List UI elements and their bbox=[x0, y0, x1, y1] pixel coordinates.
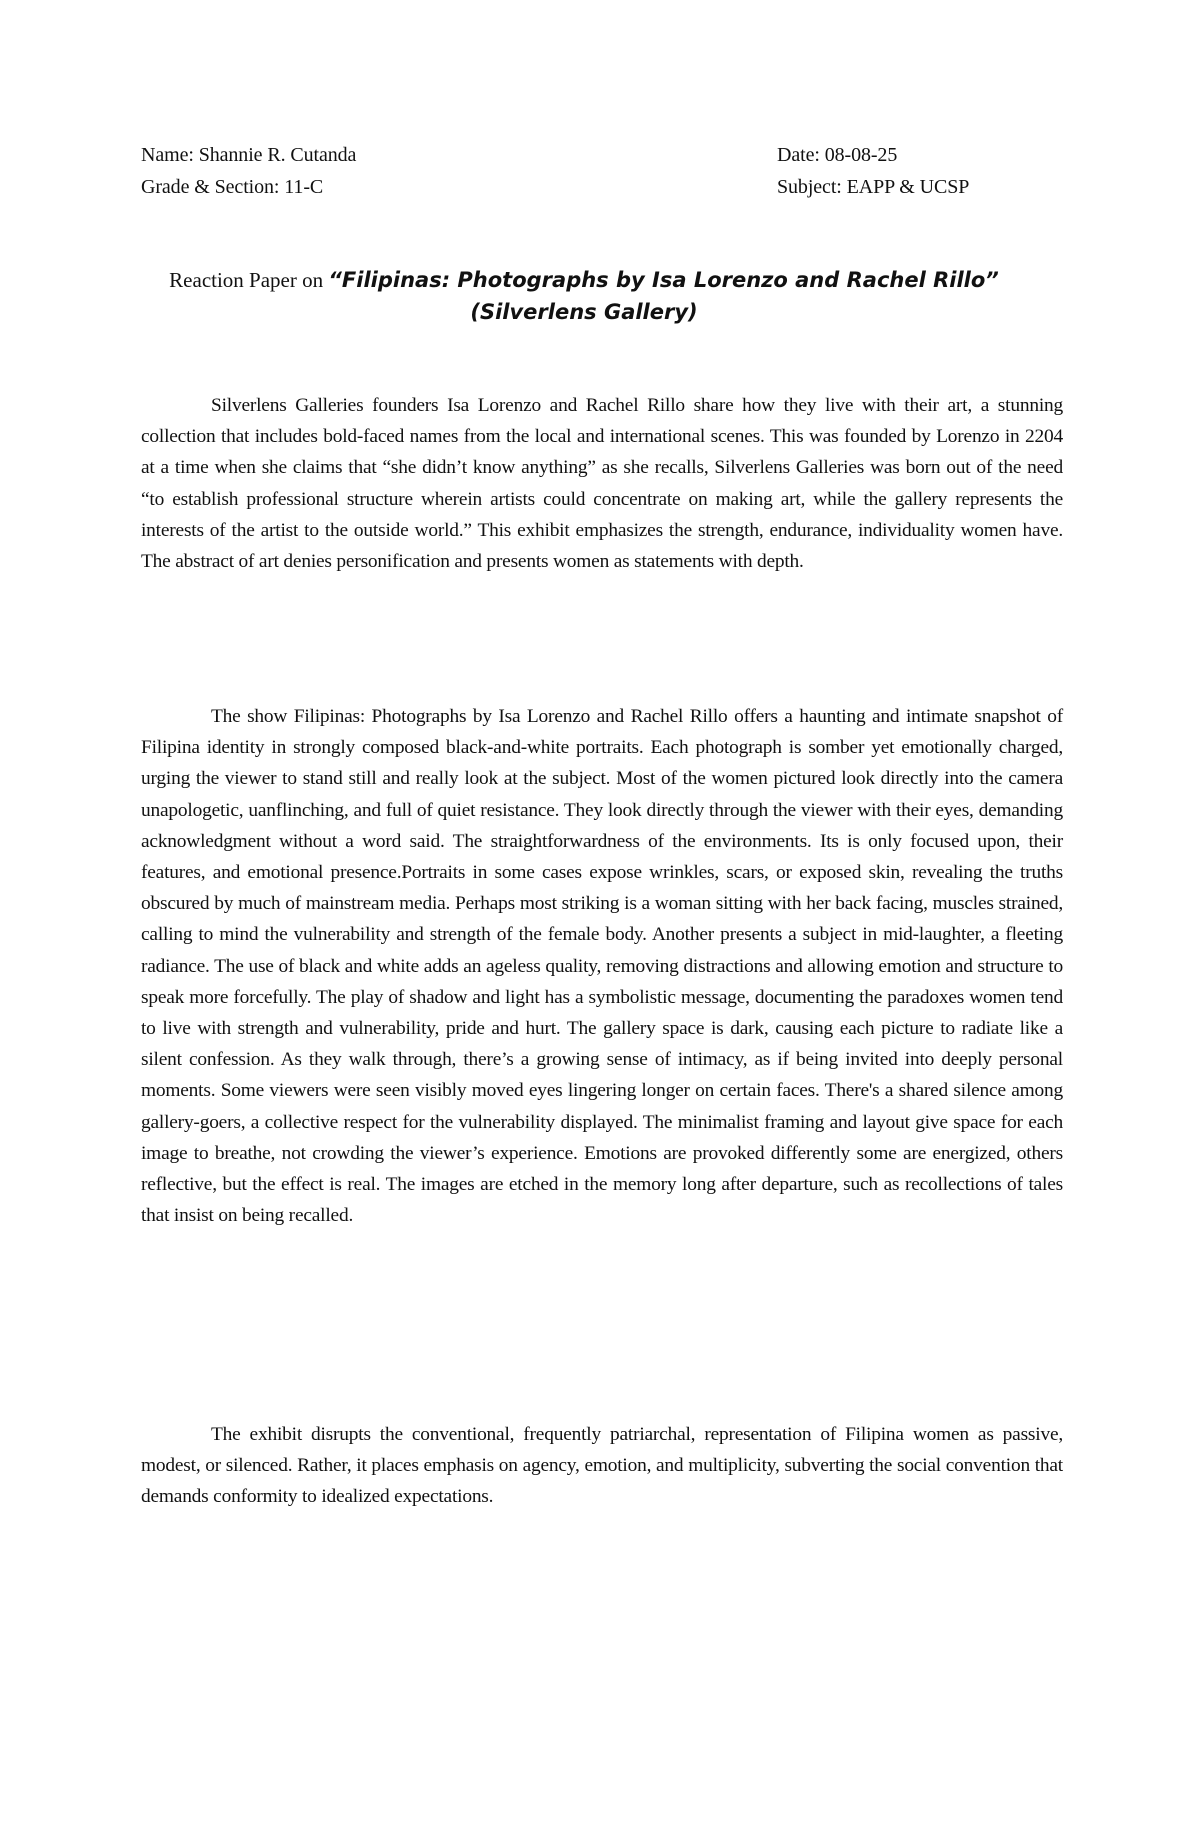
student-name: Name: Shannie R. Cutanda bbox=[141, 144, 357, 166]
paper-date: Date: 08-08-25 bbox=[777, 144, 898, 166]
grade-section: Grade & Section: 11-C bbox=[141, 176, 324, 198]
title-prefix: Reaction Paper on bbox=[169, 268, 329, 292]
paragraph-2: The show Filipinas: Photographs by Isa Lorenzo and Rachel Rillo offers a haunting and intimate snapshot of Filipina identity in strongly composed black-and-white portraits. Each photograph is somber yet emotionally charged, urging the viewer to stand still and really look at the subject. Most of the women pictured look directly into the camera unapologetic, uanflinching, and full of quiet resistance. They look directly through the viewer with their eyes, demanding acknowledgment without a word said. The straightforwardness of the environments. Its is only focused upon, their features, and emotional presence.Portraits in some cases expose wrinkles, scars, or exposed skin, revealing the truths obscured by much of mainstream media. Perhaps most striking is a woman sitting with her back facing, muscles strained, calling to mind the vulnerability and strength of the female body. Another presents a subject in mid-laughter, a fleeting radiance. The use of black and white adds an ageless quality, removing distractions and allowing emotion and structure to speak more forcefully. The play of shadow and light has a symbolistic message, documenting the paradoxes women tend to live with strength and vulnerability, pride and hurt. The gallery space is dark, causing each picture to radiate like a silent confession. As they walk through, there’s a growing sense of intimacy, as if being invited into deeply personal moments. Some viewers were seen visibly moved eyes lingering longer on certain faces. There's a shared silence among gallery-goers, a collective respect for the vulnerability displayed. The minimalist framing and layout give space for each image to breathe, not crowding the viewer’s experience. Emotions are provoked differently some are energized, others reflective, but the effect is real. The images are etched in the memory long after departure, such as recollections of tales that insist on being recalled. bbox=[141, 706, 1063, 1227]
paragraph-3: The exhibit disrupts the conventional, frequently patriarchal, representation of Filipina women as passive, modest, or silenced. Rather, it places emphasis on agency, emotion, and multiplicity, subverting the social convention that demands conformity to idealized expectations. bbox=[141, 1424, 1063, 1508]
title-emphasis: “Filipinas: Photographs by Isa Lorenzo and Rachel Rillo” (Silverlens Gallery) bbox=[328, 268, 999, 324]
paper-title bbox=[141, 264, 1027, 328]
subject: Subject: EAPP & UCSP bbox=[777, 176, 970, 198]
paragraph-1: Silverlens Galleries founders Isa Lorenzo and Rachel Rillo share how they live with their art, a stunning collection that includes bold-faced names from the local and international scenes. This was founded by Lorenzo in 2204 at a time when she claims that “she didn’t know anything” as she recalls, Silverlens Galleries was born out of the need “to establish professional structure wherein artists could concentrate on making art, while the gallery represents the interests of the artist to the outside world.” This exhibit emphasizes the strength, endurance, individuality women have. The abstract of art denies personification and presents women as statements with depth. bbox=[141, 395, 1063, 573]
